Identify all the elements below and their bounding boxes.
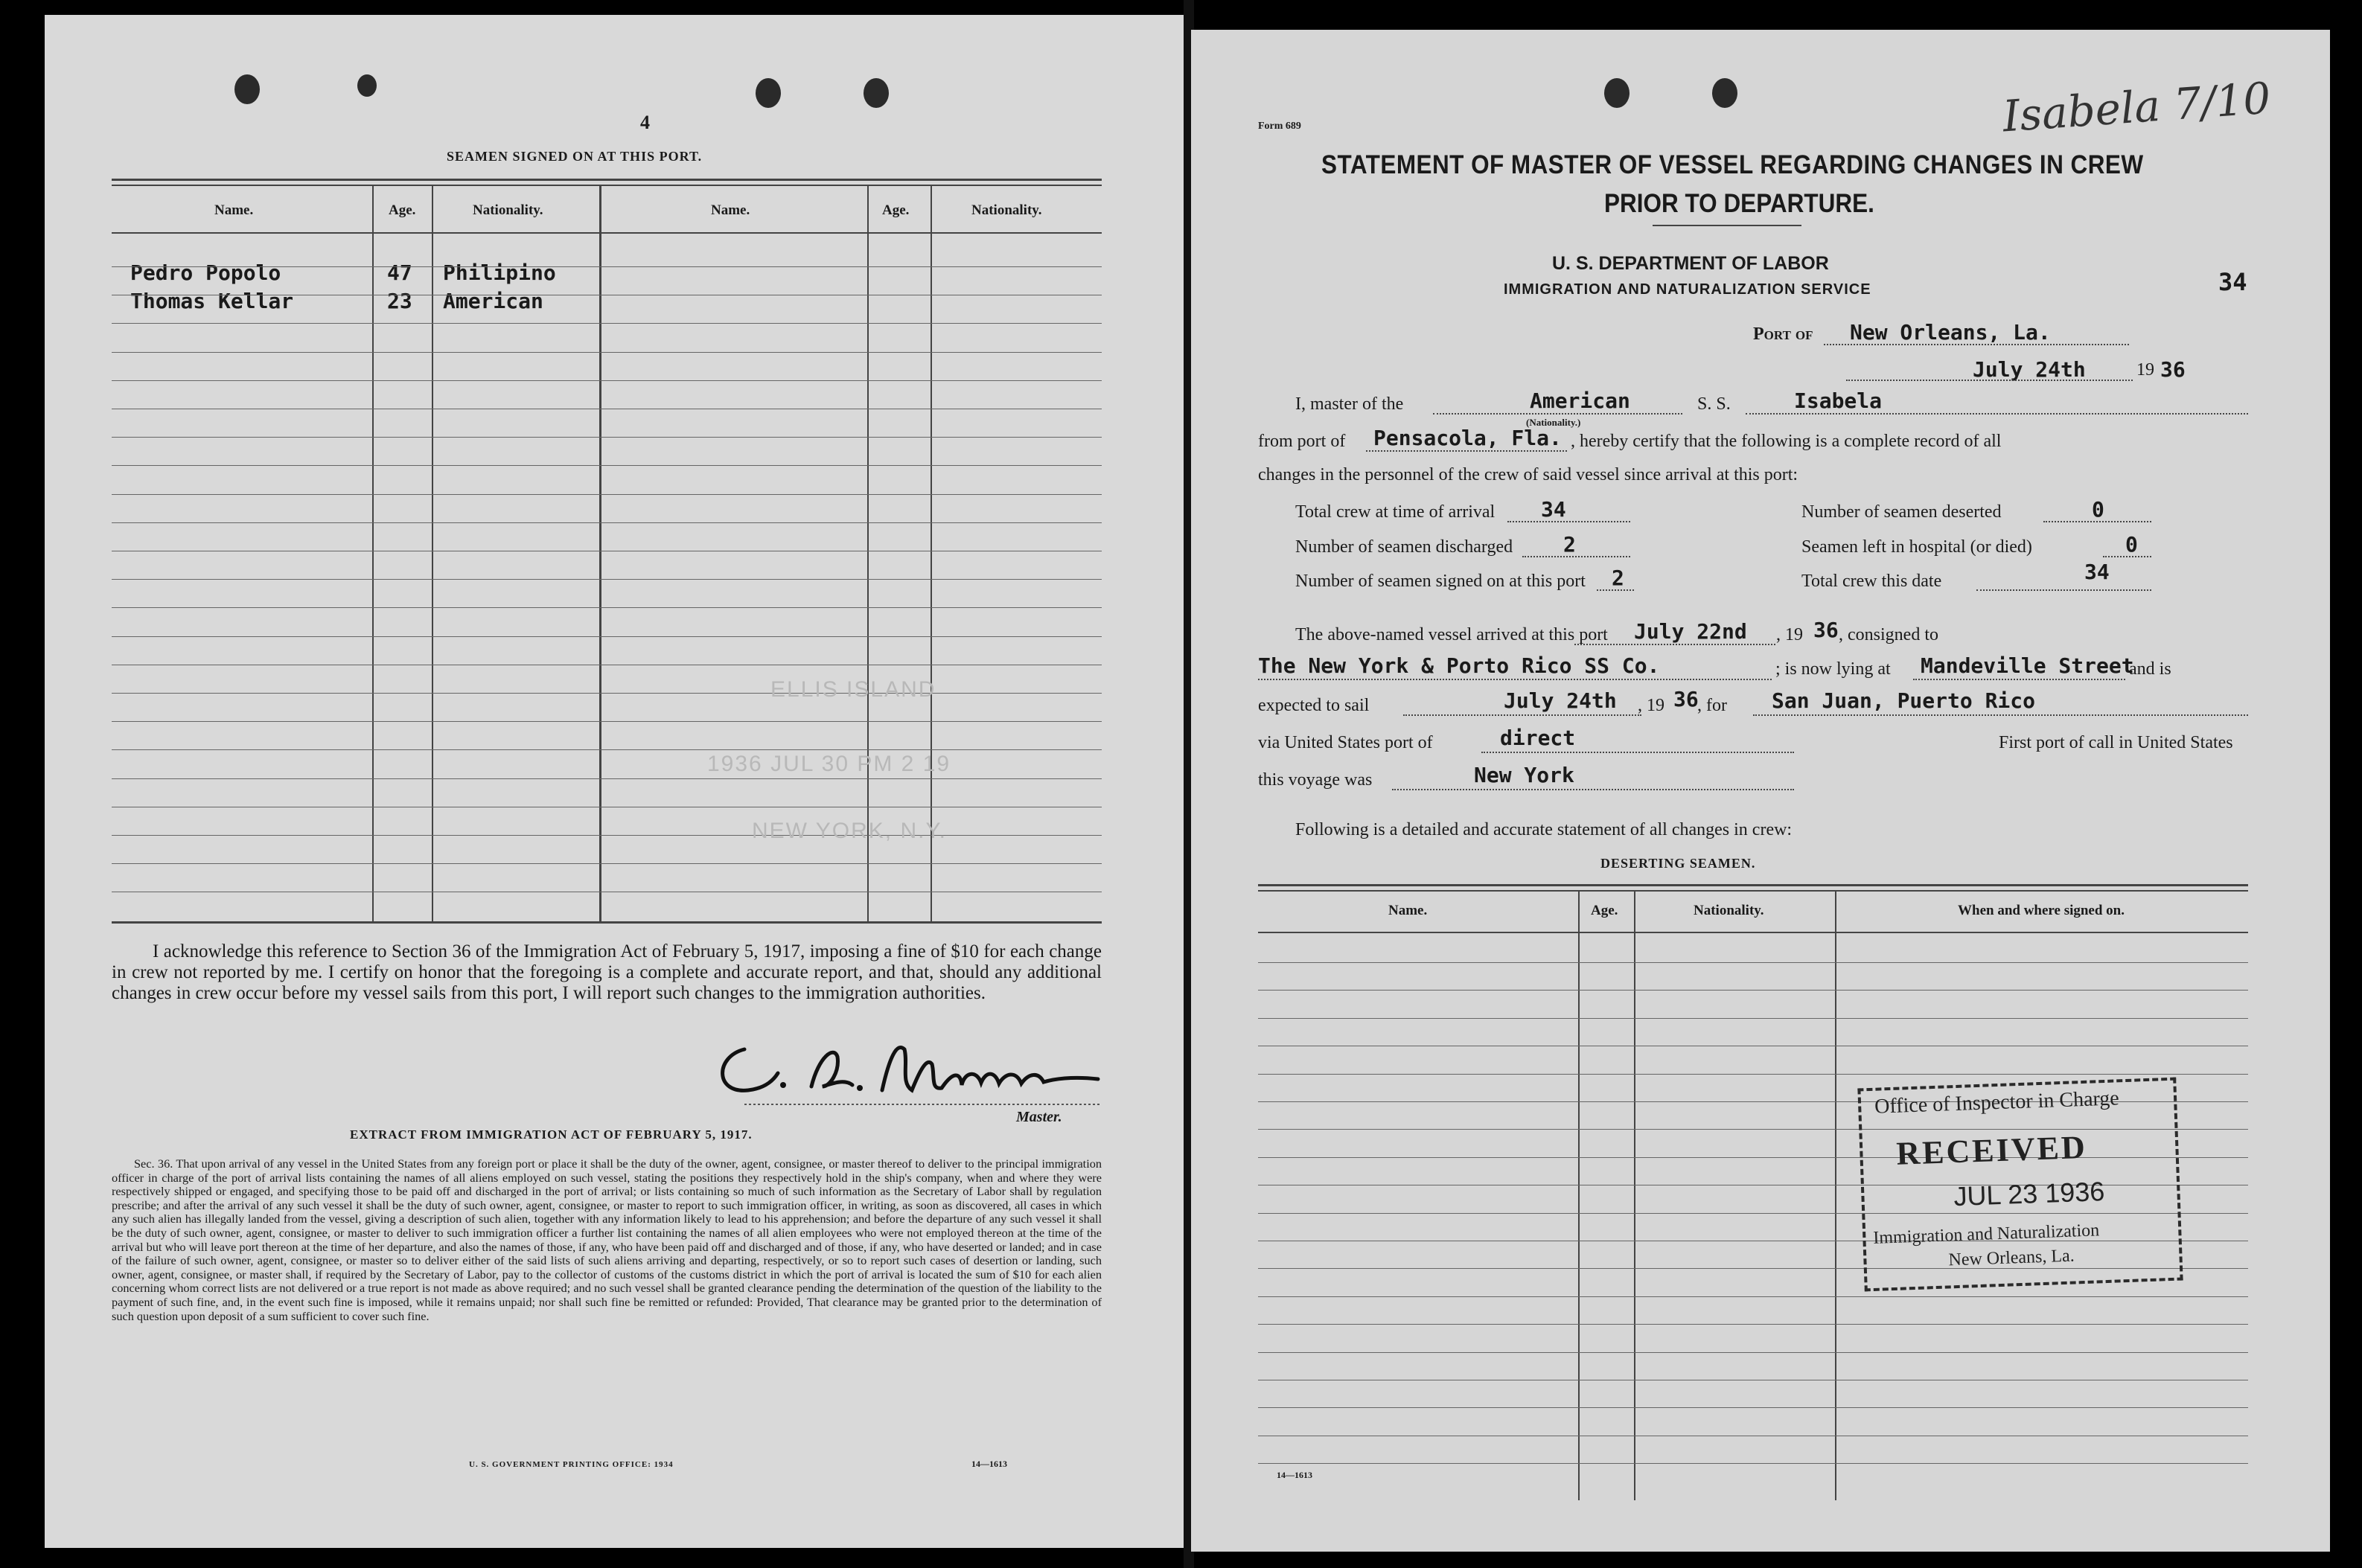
vessel-name-field-line — [1746, 413, 2248, 415]
department-name: U. S. DEPARTMENT OF LABOR — [1552, 253, 1829, 274]
printer-line: U. S. GOVERNMENT PRINTING OFFICE: 1934 — [469, 1460, 674, 1469]
signed-on-label: Number of seamen signed on at this port — [1295, 572, 1586, 591]
consignee: The New York & Porto Rico SS Co. — [1258, 653, 1660, 678]
right-page — [1191, 30, 2330, 1552]
table-row-rule — [1258, 1352, 2248, 1353]
column-header-name: Name. — [1388, 903, 1428, 918]
field-line — [1913, 679, 2125, 680]
punch-hole — [1712, 78, 1737, 108]
voyage-label: this voyage was — [1258, 770, 1373, 790]
punch-hole — [1604, 78, 1630, 108]
table-top-rule — [112, 179, 1102, 181]
form-number: Form 689 — [1258, 121, 1301, 132]
field-line — [1522, 556, 1630, 557]
master-of-label: I, master of the — [1295, 394, 1404, 414]
total-crew-arrival-label: Total crew at time of arrival — [1295, 502, 1496, 522]
arrived-year: 36 — [1813, 618, 1839, 642]
master-label: Master. — [1016, 1109, 1062, 1125]
form-code: 14—1613 — [1277, 1470, 1312, 1480]
column-header-nationality: Nationality. — [473, 202, 543, 218]
section-title: SEAMEN SIGNED ON AT THIS PORT. — [447, 149, 703, 164]
discharged-label: Number of seamen discharged — [1295, 537, 1513, 557]
crew-age: 47 — [387, 260, 412, 285]
table-row-rule — [112, 352, 1102, 353]
signed-on-value: 2 — [1612, 566, 1624, 590]
form-code: 14—1613 — [971, 1459, 1007, 1469]
deserting-title: DESERTING SEAMEN. — [1600, 856, 1756, 871]
sail-date: July 24th — [1504, 688, 1617, 713]
table-column-divider — [1578, 890, 1580, 1500]
table-row-rule — [1258, 962, 2248, 963]
ellis-island-stamp-place: NEW YORK, N.Y. — [752, 819, 947, 843]
table-row-rule — [112, 749, 1102, 750]
extract-title: EXTRACT FROM IMMIGRATION ACT OF FEBRUARY 5, 1917. — [350, 1127, 753, 1142]
year-prefix: 19 — [2136, 360, 2154, 380]
table-row-rule — [112, 266, 1102, 267]
service-name: IMMIGRATION AND NATURALIZATION SERVICE — [1504, 281, 1871, 298]
table-row-rule — [112, 778, 1102, 779]
from-port-value: Pensacola, Fla. — [1373, 426, 1562, 450]
master-signature — [700, 1027, 1102, 1109]
from-port-label: from port of — [1258, 432, 1346, 451]
following-text: Following is a detailed and accurate statement of all changes in crew: — [1295, 820, 1793, 839]
arrived-date: July 22nd — [1634, 619, 1747, 644]
certify-text: , hereby certify that the following is a complete record of all — [1571, 432, 2002, 451]
table-top-rule — [112, 185, 1102, 186]
field-line — [2043, 521, 2151, 522]
lying-at: Mandeville Street — [1921, 653, 2134, 678]
table-bottom-rule — [112, 921, 1102, 924]
punch-hole — [864, 78, 889, 108]
table-row-rule — [112, 465, 1102, 466]
form-year: 36 — [2160, 357, 2186, 382]
sheet-number: 34 — [2218, 268, 2247, 296]
crew-name: Pedro Popolo — [130, 260, 281, 285]
ss-label: S. S. — [1697, 394, 1731, 414]
table-header-rule — [1258, 932, 2248, 933]
via-port: direct — [1500, 726, 1576, 750]
table-row-rule — [112, 380, 1102, 381]
consigned-label: , consigned to — [1839, 625, 1938, 644]
sail-year-prefix: , 19 — [1638, 696, 1664, 715]
destination: San Juan, Puerto Rico — [1772, 688, 2036, 713]
nationality-caption: (Nationality.) — [1526, 417, 1581, 428]
deserted-value: 0 — [2092, 497, 2104, 522]
changes-text: changes in the personnel of the crew of said vessel since arrival at this port: — [1258, 465, 1798, 484]
nationality-field-line — [1433, 413, 1682, 415]
left-page — [45, 15, 1191, 1548]
port-label: Port of — [1753, 324, 1813, 344]
extract-text: Sec. 36. That upon arrival of any vessel in the United States from any foreign port or place it shall be the duty of the owner, agent, consignee, or master thereof to deliver to the principal immigration officer in charge of the port of arrival lists containing the names of all aliens employed on such vessel, stating the positions they respectively hold in the ship's company, when and where they were respectively shipped or engaged, and specifying those to be paid off and discharged in the port of arrival; or lists containing so much of such information as the Secretary of Labor shall by regulation prescribe; and after the arrival of any such vessel it shall be the duty of such owner, agent, consignee, or master to report to such immigration officer, in writing, as soon as discovered, all cases in which any such alien has illegally landed from the vessel, giving a description of such alien, together with any information likely to lead to his apprehension; and before the departure of any such vessel it shall be the duty of such owner, agent, consignee, or master to deliver to such immigration officer a further list containing the names of all alien employees who were not employed thereon at the time of the arrival but who will leave port thereon at the time of her departure, and also the names of those, if any, who have been paid off and discharged and of those, if any, who have deserted or landed; and in case of the failure of such owner, agent, consignee, or master so to deliver either of the said lists of such aliens arriving and departing, respectively, or so to report such cases of desertion or landing, such owner, agent, consignee, or master shall, if required by the Secretary of Labor, pay to the collector of customs of the customs district in which the port of arrival is located the sum of $10 for each alien concerning whom correct lists are not delivered or a true report is not made as above required; and no such vessel shall be granted clearance pending the determination of the question of the liability to the payment of such fine, and, in the event such fine is imposed, while it remains unpaid; nor shall such fine be remitted or refunded: Provided, That clearance may be granted prior to the determination of such question upon deposit of a sum sufficient to cover such fine. — [112, 1156, 1102, 1323]
first-port-label: First port of call in United States — [1999, 733, 2233, 752]
field-line — [1403, 714, 1641, 716]
received-stamp-date: JUL 23 1936 — [1953, 1176, 2105, 1212]
column-header-age: Age. — [1591, 903, 1618, 918]
table-row-rule — [1258, 1296, 2248, 1297]
first-port: New York — [1474, 763, 1574, 787]
table-row-rule — [1258, 1407, 2248, 1408]
table-row-rule — [112, 437, 1102, 438]
punch-hole — [357, 74, 377, 97]
table-top-rule — [1258, 890, 2248, 892]
hospital-label: Seamen left in hospital (or died) — [1801, 537, 2032, 557]
total-crew-value: 34 — [2084, 560, 2110, 584]
punch-hole — [756, 78, 781, 108]
vessel-nationality: American — [1530, 388, 1630, 413]
table-row-rule — [112, 494, 1102, 495]
for-label: , for — [1697, 696, 1727, 715]
total-crew-arrival-value: 34 — [1541, 497, 1566, 522]
vessel-name: Isabela — [1794, 388, 1883, 413]
field-line — [1507, 521, 1630, 522]
received-stamp-label: RECEIVED — [1895, 1128, 2088, 1172]
table-row-rule — [112, 607, 1102, 608]
and-is-label: and is — [2129, 659, 2171, 679]
table-row-rule — [1258, 990, 2248, 991]
sail-year: 36 — [1673, 687, 1699, 711]
title-divider — [1653, 225, 1801, 226]
via-label: via United States port of — [1258, 733, 1433, 752]
hospital-value: 0 — [2125, 532, 2138, 557]
crew-nationality: American — [443, 289, 543, 313]
port-value: New Orleans, La. — [1850, 320, 2051, 345]
field-line — [1574, 644, 1775, 645]
punch-hole — [234, 74, 260, 104]
form-title-line2: PRIOR TO DEPARTURE. — [1604, 189, 1874, 218]
deserted-label: Number of seamen deserted — [1801, 502, 2002, 522]
column-header-age: Age. — [389, 202, 416, 218]
received-stamp-office: Office of Inspector in Charge — [1874, 1087, 2120, 1119]
expected-label: expected to sail — [1258, 696, 1370, 715]
column-header-name: Name. — [711, 202, 750, 218]
received-stamp-service: Immigration and Naturalization — [1872, 1220, 2100, 1248]
table-row-rule — [112, 636, 1102, 637]
form-title-line1: STATEMENT OF MASTER OF VESSEL REGARDING CHANGES IN CREW — [1321, 150, 2144, 179]
table-column-divider — [1634, 890, 1635, 1500]
table-column-divider — [1835, 890, 1836, 1500]
table-row-rule — [112, 863, 1102, 864]
table-row-rule — [1258, 1324, 2248, 1325]
table-row-rule — [112, 721, 1102, 722]
field-line — [1976, 589, 2151, 591]
total-crew-label: Total crew this date — [1801, 572, 1942, 591]
field-line — [1597, 589, 1634, 591]
crew-nationality: Philipino — [443, 260, 556, 285]
discharged-value: 2 — [1563, 532, 1576, 557]
port-field-line — [1824, 344, 2129, 345]
column-header-nationality: Nationality. — [971, 202, 1042, 218]
handwritten-note: Isabela 7/10 — [2001, 72, 2273, 142]
arrived-year-prefix: , 19 — [1776, 625, 1803, 644]
table-row-rule — [1258, 1463, 2248, 1464]
lying-label: ; is now lying at — [1775, 659, 1891, 679]
field-line — [1753, 714, 2248, 716]
date-field-line — [1846, 380, 2133, 381]
column-header-signed-on: When and where signed on. — [1958, 903, 2125, 918]
ellis-island-stamp: ELLIS ISLAND — [770, 677, 936, 702]
table-row-rule — [112, 323, 1102, 324]
table-header-rule — [112, 232, 1102, 234]
table-row-rule — [112, 522, 1102, 523]
from-port-field-line — [1366, 450, 1567, 452]
table-row-rule — [1258, 1074, 2248, 1075]
table-row-rule — [1258, 1018, 2248, 1019]
table-row-rule — [112, 693, 1102, 694]
column-header-name: Name. — [214, 202, 254, 218]
column-header-age: Age. — [882, 202, 910, 218]
column-header-nationality: Nationality. — [1694, 903, 1764, 918]
received-stamp — [1857, 1078, 2183, 1292]
crew-age: 23 — [387, 289, 412, 313]
form-date: July 24th — [1973, 357, 2086, 382]
field-line — [2103, 556, 2151, 557]
field-line — [1481, 752, 1794, 753]
received-stamp-place: New Orleans, La. — [1948, 1246, 2075, 1270]
field-line — [1392, 789, 1794, 790]
ellis-island-stamp-date: 1936 JUL 30 PM 2 19 — [707, 752, 951, 776]
page-number: 4 — [640, 112, 650, 133]
table-top-rule — [1258, 884, 2248, 886]
crew-name: Thomas Kellar — [130, 289, 294, 313]
field-line — [1258, 679, 1772, 680]
arrived-label: The above-named vessel arrived at this port — [1295, 625, 1608, 644]
acknowledgement-text: I acknowledge this reference to Section 36 of the Immigration Act of February 5, 1917, imposing a fine of $10 for each change in crew not reported by me. I certify on honor that the foregoing is a complete and accurate report, and that, should any additional changes in crew occur before my vessel sails from this port, I will report such changes to the immigration authorities. — [112, 941, 1102, 1003]
table-row-rule — [112, 579, 1102, 580]
table-row-rule — [112, 835, 1102, 836]
